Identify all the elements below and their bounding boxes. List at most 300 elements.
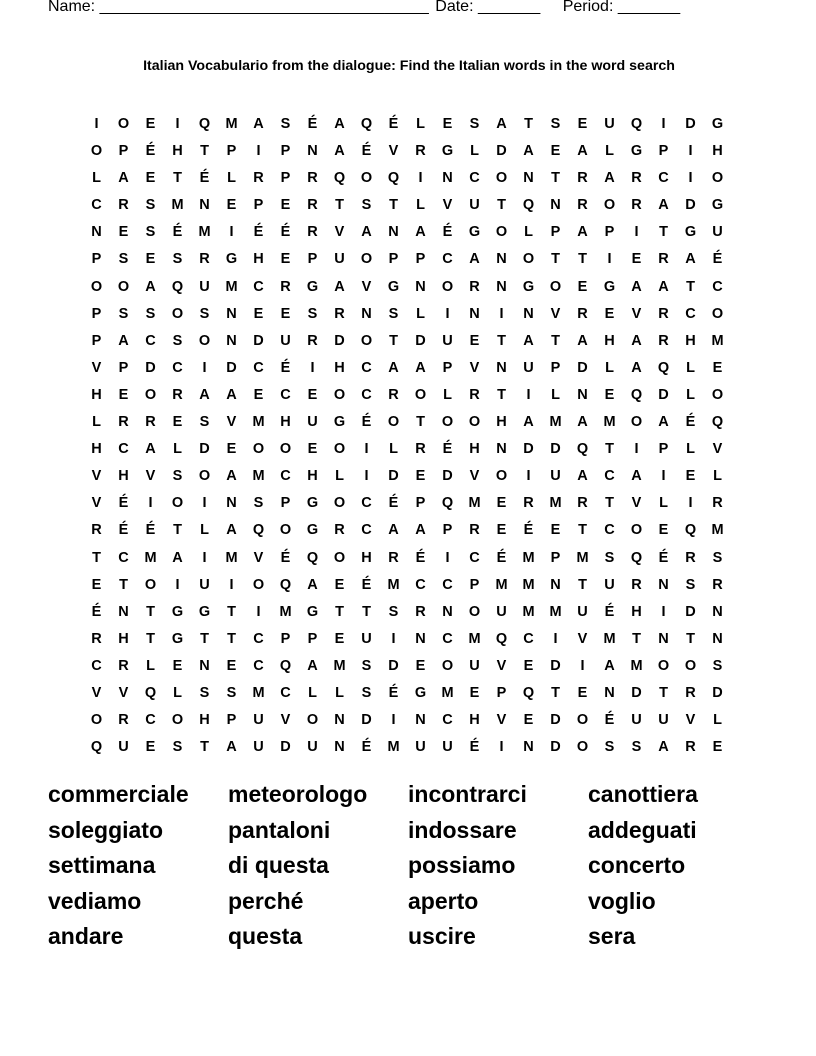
grid-letter[interactable]: C bbox=[604, 468, 615, 485]
grid-letter[interactable]: T bbox=[659, 684, 668, 701]
grid-letter[interactable]: O bbox=[576, 739, 589, 756]
grid-letter[interactable]: E bbox=[253, 386, 264, 403]
grid-letter[interactable]: A bbox=[253, 116, 264, 132]
grid-letter[interactable]: D bbox=[388, 468, 399, 485]
grid-letter[interactable]: U bbox=[253, 712, 264, 729]
grid-letter[interactable]: D bbox=[199, 441, 210, 458]
grid-letter[interactable]: R bbox=[523, 495, 534, 512]
grid-letter[interactable]: S bbox=[604, 739, 615, 756]
grid-letter[interactable]: N bbox=[199, 657, 210, 674]
grid-letter[interactable]: S bbox=[388, 305, 399, 322]
grid-letter[interactable]: A bbox=[496, 116, 507, 132]
grid-letter[interactable]: É bbox=[658, 549, 669, 566]
grid-letter[interactable]: V bbox=[550, 305, 561, 322]
grid-letter[interactable]: N bbox=[226, 332, 237, 349]
grid-letter[interactable]: V bbox=[712, 441, 723, 458]
grid-letter[interactable]: A bbox=[469, 251, 480, 268]
grid-letter[interactable]: O bbox=[684, 657, 697, 674]
grid-letter[interactable]: É bbox=[712, 251, 723, 268]
grid-letter[interactable]: A bbox=[415, 522, 426, 539]
grid-letter[interactable]: M bbox=[549, 495, 562, 512]
grid-letter[interactable]: P bbox=[307, 630, 318, 647]
grid-letter[interactable]: E bbox=[415, 657, 426, 674]
grid-letter[interactable]: E bbox=[145, 170, 156, 187]
grid-letter[interactable]: D bbox=[334, 332, 345, 349]
grid-letter[interactable]: R bbox=[685, 549, 696, 566]
grid-letter[interactable]: A bbox=[334, 278, 345, 295]
grid-letter[interactable]: É bbox=[172, 224, 183, 241]
grid-letter[interactable]: O bbox=[171, 495, 184, 512]
grid-letter[interactable]: U bbox=[496, 603, 507, 620]
grid-letter[interactable]: E bbox=[523, 657, 534, 674]
grid-letter[interactable]: S bbox=[550, 116, 561, 132]
grid-letter[interactable]: O bbox=[117, 278, 130, 295]
grid-letter[interactable]: L bbox=[659, 495, 668, 512]
grid-letter[interactable]: N bbox=[496, 251, 507, 268]
grid-letter[interactable]: Q bbox=[630, 116, 643, 132]
grid-letter[interactable]: T bbox=[578, 522, 587, 539]
grid-letter[interactable]: O bbox=[90, 278, 103, 295]
grid-letter[interactable]: A bbox=[334, 143, 345, 160]
grid-letter[interactable]: V bbox=[469, 359, 480, 376]
grid-letter[interactable]: E bbox=[604, 305, 615, 322]
grid-letter[interactable]: A bbox=[577, 468, 588, 485]
grid-letter[interactable]: C bbox=[172, 359, 183, 376]
grid-letter[interactable]: I bbox=[175, 116, 180, 132]
grid-letter[interactable]: H bbox=[712, 143, 723, 160]
grid-letter[interactable]: T bbox=[578, 251, 587, 268]
grid-letter[interactable]: E bbox=[469, 332, 480, 349]
grid-letter[interactable]: R bbox=[712, 576, 723, 593]
grid-letter[interactable]: R bbox=[307, 224, 318, 241]
grid-letter[interactable]: M bbox=[576, 549, 589, 566]
grid-letter[interactable]: H bbox=[280, 414, 291, 431]
grid-letter[interactable]: N bbox=[118, 603, 129, 620]
grid-letter[interactable]: É bbox=[685, 414, 696, 431]
grid-letter[interactable]: R bbox=[172, 386, 183, 403]
grid-letter[interactable]: L bbox=[389, 441, 398, 458]
grid-letter[interactable]: E bbox=[334, 576, 345, 593]
grid-letter[interactable]: S bbox=[226, 684, 237, 701]
grid-letter[interactable]: O bbox=[252, 441, 265, 458]
grid-letter[interactable]: G bbox=[306, 278, 319, 295]
grid-letter[interactable]: R bbox=[415, 143, 426, 160]
grid-letter[interactable]: S bbox=[685, 576, 696, 593]
grid-letter[interactable]: O bbox=[630, 414, 643, 431]
grid-letter[interactable]: P bbox=[280, 143, 291, 160]
grid-letter[interactable]: H bbox=[685, 332, 696, 349]
grid-letter[interactable]: É bbox=[442, 441, 453, 458]
grid-letter[interactable]: P bbox=[388, 251, 399, 268]
grid-letter[interactable]: I bbox=[499, 305, 504, 322]
grid-letter[interactable]: I bbox=[94, 116, 99, 132]
grid-letter[interactable]: I bbox=[391, 712, 396, 729]
grid-letter[interactable]: C bbox=[469, 549, 480, 566]
grid-letter[interactable]: O bbox=[279, 441, 292, 458]
grid-letter[interactable]: E bbox=[307, 386, 318, 403]
grid-letter[interactable]: A bbox=[523, 332, 534, 349]
grid-letter[interactable]: C bbox=[145, 712, 156, 729]
grid-letter[interactable]: V bbox=[469, 468, 480, 485]
grid-letter[interactable]: A bbox=[415, 224, 426, 241]
grid-letter[interactable]: É bbox=[496, 549, 507, 566]
grid-letter[interactable]: D bbox=[658, 386, 669, 403]
grid-letter[interactable]: T bbox=[605, 441, 614, 458]
grid-letter[interactable]: N bbox=[91, 224, 102, 241]
grid-letter[interactable]: G bbox=[630, 143, 643, 160]
grid-letter[interactable]: L bbox=[605, 359, 614, 376]
grid-letter[interactable]: M bbox=[144, 549, 157, 566]
grid-letter[interactable]: D bbox=[550, 441, 561, 458]
grid-letter[interactable]: L bbox=[227, 170, 236, 187]
period-field[interactable]: Period: _______ bbox=[562, 0, 681, 15]
grid-letter[interactable]: D bbox=[145, 359, 156, 376]
grid-letter[interactable]: U bbox=[199, 576, 210, 593]
grid-letter[interactable]: T bbox=[416, 414, 425, 431]
date-field[interactable]: Date: _______ bbox=[435, 0, 541, 15]
grid-letter[interactable]: I bbox=[607, 251, 612, 268]
grid-letter[interactable]: O bbox=[468, 603, 481, 620]
grid-letter[interactable]: N bbox=[550, 197, 561, 214]
grid-letter[interactable]: Q bbox=[657, 359, 670, 376]
grid-letter[interactable]: M bbox=[252, 414, 265, 431]
grid-letter[interactable]: E bbox=[550, 143, 561, 160]
grid-letter[interactable]: V bbox=[496, 657, 507, 674]
grid-letter[interactable]: É bbox=[118, 495, 129, 512]
grid-letter[interactable]: L bbox=[92, 170, 101, 187]
grid-letter[interactable]: I bbox=[391, 630, 396, 647]
grid-letter[interactable]: P bbox=[469, 576, 480, 593]
grid-letter[interactable]: R bbox=[469, 386, 480, 403]
grid-letter[interactable]: D bbox=[523, 441, 534, 458]
grid-letter[interactable]: I bbox=[661, 468, 666, 485]
grid-letter[interactable]: O bbox=[144, 386, 157, 403]
grid-letter[interactable]: C bbox=[604, 522, 615, 539]
grid-letter[interactable]: A bbox=[145, 441, 156, 458]
grid-letter[interactable]: R bbox=[415, 603, 426, 620]
grid-letter[interactable]: M bbox=[171, 197, 184, 214]
grid-letter[interactable]: H bbox=[334, 359, 345, 376]
grid-letter[interactable]: R bbox=[118, 657, 129, 674]
grid-letter[interactable]: O bbox=[495, 224, 508, 241]
grid-letter[interactable]: A bbox=[361, 224, 372, 241]
grid-letter[interactable]: O bbox=[90, 143, 103, 160]
grid-letter[interactable]: T bbox=[551, 684, 560, 701]
grid-letter[interactable]: E bbox=[469, 684, 480, 701]
grid-letter[interactable]: U bbox=[361, 630, 372, 647]
grid-letter[interactable]: E bbox=[577, 278, 588, 295]
grid-letter[interactable]: G bbox=[711, 116, 724, 132]
grid-letter[interactable]: R bbox=[577, 197, 588, 214]
grid-letter[interactable]: L bbox=[686, 386, 695, 403]
grid-letter[interactable]: A bbox=[658, 739, 669, 756]
grid-letter[interactable]: P bbox=[550, 224, 561, 241]
grid-letter[interactable]: N bbox=[415, 712, 426, 729]
grid-letter[interactable]: V bbox=[334, 224, 345, 241]
grid-letter[interactable]: A bbox=[199, 386, 210, 403]
grid-letter[interactable]: R bbox=[253, 170, 264, 187]
grid-letter[interactable]: R bbox=[307, 197, 318, 214]
grid-letter[interactable]: I bbox=[634, 441, 639, 458]
grid-letter[interactable]: S bbox=[361, 197, 372, 214]
grid-letter[interactable]: O bbox=[441, 657, 454, 674]
grid-letter[interactable]: T bbox=[227, 630, 236, 647]
grid-letter[interactable]: L bbox=[416, 116, 425, 132]
grid-letter[interactable]: O bbox=[333, 495, 346, 512]
grid-letter[interactable]: U bbox=[334, 251, 345, 268]
grid-letter[interactable]: E bbox=[172, 414, 183, 431]
grid-letter[interactable]: M bbox=[549, 414, 562, 431]
grid-letter[interactable]: I bbox=[364, 468, 369, 485]
grid-letter[interactable]: C bbox=[658, 170, 669, 187]
grid-letter[interactable]: T bbox=[335, 603, 344, 620]
grid-letter[interactable]: É bbox=[307, 116, 318, 132]
grid-letter[interactable]: V bbox=[91, 468, 102, 485]
grid-letter[interactable]: A bbox=[577, 224, 588, 241]
grid-letter[interactable]: I bbox=[526, 386, 531, 403]
grid-letter[interactable]: É bbox=[280, 224, 291, 241]
grid-letter[interactable]: T bbox=[92, 549, 101, 566]
grid-letter[interactable]: C bbox=[442, 251, 453, 268]
grid-letter[interactable]: R bbox=[307, 332, 318, 349]
grid-letter[interactable]: I bbox=[445, 549, 450, 566]
grid-letter[interactable]: L bbox=[335, 684, 344, 701]
grid-letter[interactable]: O bbox=[333, 441, 346, 458]
grid-letter[interactable]: S bbox=[199, 305, 210, 322]
grid-letter[interactable]: A bbox=[145, 278, 156, 295]
grid-letter[interactable]: O bbox=[279, 522, 292, 539]
grid-letter[interactable]: R bbox=[631, 170, 642, 187]
grid-letter[interactable]: E bbox=[631, 251, 642, 268]
grid-letter[interactable]: P bbox=[91, 332, 102, 349]
grid-letter[interactable]: P bbox=[226, 712, 237, 729]
grid-letter[interactable]: U bbox=[307, 739, 318, 756]
grid-letter[interactable]: O bbox=[711, 305, 724, 322]
grid-letter[interactable]: P bbox=[118, 359, 129, 376]
grid-letter[interactable]: R bbox=[307, 170, 318, 187]
grid-letter[interactable]: P bbox=[442, 522, 453, 539]
grid-letter[interactable]: T bbox=[578, 576, 587, 593]
grid-letter[interactable]: G bbox=[198, 603, 211, 620]
grid-letter[interactable]: P bbox=[280, 630, 291, 647]
grid-letter[interactable]: P bbox=[253, 197, 264, 214]
grid-letter[interactable]: D bbox=[550, 739, 561, 756]
grid-letter[interactable]: T bbox=[146, 603, 155, 620]
grid-letter[interactable]: A bbox=[226, 739, 237, 756]
grid-letter[interactable]: L bbox=[416, 305, 425, 322]
grid-letter[interactable]: S bbox=[361, 684, 372, 701]
grid-letter[interactable]: R bbox=[631, 576, 642, 593]
grid-letter[interactable]: M bbox=[387, 576, 400, 593]
grid-letter[interactable]: D bbox=[577, 359, 588, 376]
grid-letter[interactable]: M bbox=[279, 603, 292, 620]
grid-letter[interactable]: T bbox=[605, 495, 614, 512]
grid-letter[interactable]: N bbox=[226, 495, 237, 512]
grid-letter[interactable]: C bbox=[253, 630, 264, 647]
grid-letter[interactable]: A bbox=[631, 332, 642, 349]
grid-letter[interactable]: G bbox=[306, 603, 319, 620]
grid-letter[interactable]: O bbox=[468, 414, 481, 431]
grid-letter[interactable]: Q bbox=[144, 684, 157, 701]
grid-letter[interactable]: Q bbox=[90, 739, 103, 756]
grid-letter[interactable]: M bbox=[252, 468, 265, 485]
grid-letter[interactable]: E bbox=[280, 305, 291, 322]
grid-letter[interactable]: O bbox=[576, 712, 589, 729]
grid-letter[interactable]: M bbox=[495, 576, 508, 593]
grid-letter[interactable]: S bbox=[199, 684, 210, 701]
grid-letter[interactable]: S bbox=[172, 332, 183, 349]
grid-letter[interactable]: O bbox=[171, 305, 184, 322]
grid-letter[interactable]: O bbox=[360, 332, 373, 349]
grid-letter[interactable]: N bbox=[307, 143, 318, 160]
grid-letter[interactable]: O bbox=[387, 414, 400, 431]
grid-letter[interactable]: A bbox=[226, 522, 237, 539]
grid-letter[interactable]: U bbox=[469, 657, 480, 674]
grid-letter[interactable]: V bbox=[631, 495, 642, 512]
grid-letter[interactable]: N bbox=[388, 224, 399, 241]
grid-letter[interactable]: I bbox=[229, 576, 234, 593]
grid-letter[interactable]: A bbox=[388, 522, 399, 539]
grid-letter[interactable]: C bbox=[415, 576, 426, 593]
grid-letter[interactable]: O bbox=[603, 197, 616, 214]
grid-letter[interactable]: E bbox=[226, 441, 237, 458]
grid-letter[interactable]: E bbox=[658, 522, 669, 539]
grid-letter[interactable]: A bbox=[658, 278, 669, 295]
grid-letter[interactable]: T bbox=[497, 332, 506, 349]
grid-letter[interactable]: Q bbox=[630, 386, 643, 403]
grid-letter[interactable]: E bbox=[712, 359, 723, 376]
grid-letter[interactable]: Q bbox=[306, 549, 319, 566]
grid-letter[interactable]: E bbox=[253, 305, 264, 322]
grid-letter[interactable]: S bbox=[118, 251, 129, 268]
grid-letter[interactable]: M bbox=[387, 739, 400, 756]
grid-letter[interactable]: U bbox=[469, 197, 480, 214]
grid-letter[interactable]: É bbox=[361, 414, 372, 431]
grid-letter[interactable]: R bbox=[118, 414, 129, 431]
grid-letter[interactable]: P bbox=[550, 549, 561, 566]
grid-letter[interactable]: É bbox=[91, 603, 102, 620]
grid-letter[interactable]: M bbox=[468, 495, 481, 512]
grid-letter[interactable]: N bbox=[550, 576, 561, 593]
grid-letter[interactable]: V bbox=[361, 278, 372, 295]
grid-letter[interactable]: D bbox=[442, 468, 453, 485]
grid-letter[interactable]: A bbox=[577, 143, 588, 160]
grid-letter[interactable]: Q bbox=[387, 170, 400, 187]
grid-letter[interactable]: G bbox=[171, 630, 184, 647]
grid-letter[interactable]: A bbox=[307, 576, 318, 593]
grid-letter[interactable]: S bbox=[145, 224, 156, 241]
grid-letter[interactable]: N bbox=[658, 630, 669, 647]
grid-letter[interactable]: H bbox=[496, 414, 507, 431]
grid-letter[interactable]: A bbox=[604, 657, 615, 674]
grid-letter[interactable]: É bbox=[280, 549, 291, 566]
grid-letter[interactable]: N bbox=[496, 278, 507, 295]
grid-letter[interactable]: E bbox=[685, 468, 696, 485]
grid-letter[interactable]: I bbox=[553, 630, 558, 647]
grid-letter[interactable]: L bbox=[686, 441, 695, 458]
grid-letter[interactable]: D bbox=[388, 657, 399, 674]
grid-letter[interactable]: N bbox=[496, 359, 507, 376]
grid-letter[interactable]: A bbox=[685, 251, 696, 268]
grid-letter[interactable]: É bbox=[118, 522, 129, 539]
grid-letter[interactable]: É bbox=[415, 549, 426, 566]
grid-letter[interactable]: E bbox=[226, 657, 237, 674]
grid-letter[interactable]: Q bbox=[684, 522, 697, 539]
grid-letter[interactable]: É bbox=[253, 224, 264, 241]
grid-letter[interactable]: P bbox=[658, 441, 669, 458]
grid-letter[interactable]: H bbox=[91, 386, 102, 403]
grid-letter[interactable]: Q bbox=[171, 278, 184, 295]
grid-letter[interactable]: V bbox=[496, 712, 507, 729]
grid-letter[interactable]: L bbox=[173, 441, 182, 458]
grid-letter[interactable]: P bbox=[307, 251, 318, 268]
grid-letter[interactable]: T bbox=[173, 170, 182, 187]
grid-letter[interactable]: Q bbox=[252, 522, 265, 539]
grid-letter[interactable]: R bbox=[577, 495, 588, 512]
grid-letter[interactable]: M bbox=[198, 224, 211, 241]
grid-letter[interactable]: I bbox=[499, 739, 504, 756]
grid-letter[interactable]: I bbox=[661, 603, 666, 620]
grid-letter[interactable]: T bbox=[173, 522, 182, 539]
grid-letter[interactable]: A bbox=[523, 414, 534, 431]
grid-letter[interactable]: C bbox=[280, 684, 291, 701]
grid-letter[interactable]: O bbox=[441, 414, 454, 431]
grid-letter[interactable]: O bbox=[252, 576, 265, 593]
grid-letter[interactable]: S bbox=[361, 657, 372, 674]
grid-letter[interactable]: E bbox=[550, 522, 561, 539]
grid-letter[interactable]: U bbox=[712, 224, 723, 241]
grid-letter[interactable]: N bbox=[604, 684, 615, 701]
grid-letter[interactable]: T bbox=[686, 278, 695, 295]
grid-letter[interactable]: R bbox=[334, 522, 345, 539]
grid-letter[interactable]: G bbox=[306, 495, 319, 512]
grid-letter[interactable]: E bbox=[280, 197, 291, 214]
grid-letter[interactable]: N bbox=[199, 197, 210, 214]
grid-letter[interactable]: N bbox=[415, 278, 426, 295]
grid-letter[interactable]: N bbox=[496, 441, 507, 458]
grid-letter[interactable]: E bbox=[577, 116, 588, 132]
grid-letter[interactable]: T bbox=[200, 630, 209, 647]
grid-letter[interactable]: D bbox=[496, 143, 507, 160]
grid-letter[interactable]: A bbox=[118, 332, 129, 349]
grid-letter[interactable]: T bbox=[497, 197, 506, 214]
grid-letter[interactable]: T bbox=[632, 630, 641, 647]
grid-letter[interactable]: D bbox=[415, 332, 426, 349]
grid-letter[interactable]: C bbox=[712, 278, 723, 295]
grid-letter[interactable]: V bbox=[145, 468, 156, 485]
grid-letter[interactable]: Q bbox=[279, 576, 292, 593]
grid-letter[interactable]: R bbox=[334, 305, 345, 322]
grid-letter[interactable]: O bbox=[414, 386, 427, 403]
grid-letter[interactable]: E bbox=[496, 522, 507, 539]
grid-letter[interactable]: O bbox=[522, 251, 535, 268]
grid-letter[interactable]: R bbox=[469, 522, 480, 539]
grid-letter[interactable]: C bbox=[145, 332, 156, 349]
grid-letter[interactable]: V bbox=[280, 712, 291, 729]
grid-letter[interactable]: A bbox=[631, 468, 642, 485]
grid-letter[interactable]: U bbox=[604, 116, 615, 132]
grid-letter[interactable]: P bbox=[280, 170, 291, 187]
grid-letter[interactable]: R bbox=[91, 522, 102, 539]
grid-letter[interactable]: E bbox=[415, 468, 426, 485]
grid-letter[interactable]: U bbox=[199, 278, 210, 295]
grid-letter[interactable]: T bbox=[551, 251, 560, 268]
grid-letter[interactable]: É bbox=[604, 712, 615, 729]
grid-letter[interactable]: L bbox=[551, 386, 560, 403]
grid-letter[interactable]: T bbox=[389, 197, 398, 214]
grid-letter[interactable]: G bbox=[441, 143, 454, 160]
grid-letter[interactable]: A bbox=[631, 278, 642, 295]
